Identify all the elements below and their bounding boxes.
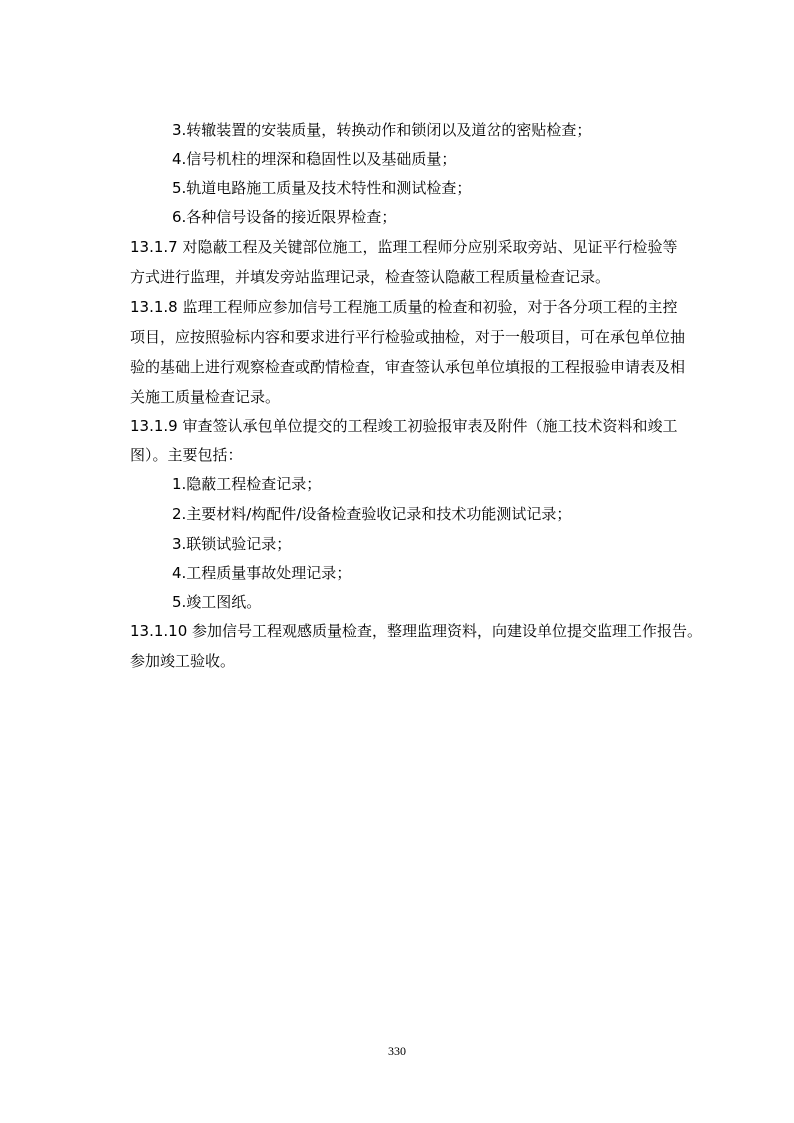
section-13-1-9-cont: 图）。主要包括：	[130, 446, 243, 464]
list-item-3: 3.转辙装置的安装质量，转换动作和锁闭以及道岔的密贴检查；	[172, 121, 592, 139]
section-13-1-8-cont-1: 项目，应按照验标内容和要求进行平行检验或抽检，对于一般项目，可在承包单位抽	[130, 328, 686, 346]
list-item-5: 5.轨道电路施工质量及技术特性和测试检查；	[172, 179, 472, 197]
section-13-1-8-cont-3: 关施工质量检查记录。	[130, 388, 281, 406]
list-item-6: 6.各种信号设备的接近限界检查；	[172, 208, 397, 226]
section-13-1-9: 13.1.9 审查签认承包单位提交的工程竣工初验报审表及附件（施工技术资料和竣工	[130, 417, 678, 435]
list-item-5b: 5.竣工图纸。	[172, 593, 262, 611]
section-13-1-10: 13.1.10 参加信号工程观感质量检查，整理监理资料，向建设单位提交监理工作报告。	[130, 622, 703, 640]
section-13-1-8: 13.1.8 监理工程师应参加信号工程施工质量的检查和初验，对于各分项工程的主控	[130, 298, 678, 316]
list-item-1: 1.隐蔽工程检查记录；	[172, 475, 322, 493]
list-item-2: 2.主要材料/构配件/设备检查验收记录和技术功能测试记录；	[172, 505, 572, 523]
section-13-1-8-cont-2: 验的基础上进行观察检查或酌情检查，审查签认承包单位填报的工程报验申请表及相	[130, 358, 686, 376]
list-item-4: 4.信号机柱的埋深和稳固性以及基础质量；	[172, 150, 457, 168]
section-13-1-7: 13.1.7 对隐蔽工程及关键部位施工，监理工程师分应别采取旁站、见证平行检验等	[130, 238, 678, 256]
list-item-4b: 4.工程质量事故处理记录；	[172, 564, 352, 582]
section-13-1-7-cont: 方式进行监理，并填发旁站监理记录，检查签认隐蔽工程质量检查记录。	[130, 268, 611, 286]
page-number: 330	[388, 1044, 406, 1058]
section-13-1-10-cont: 参加竣工验收。	[130, 652, 236, 670]
list-item-3b: 3.联锁试验记录；	[172, 535, 292, 553]
